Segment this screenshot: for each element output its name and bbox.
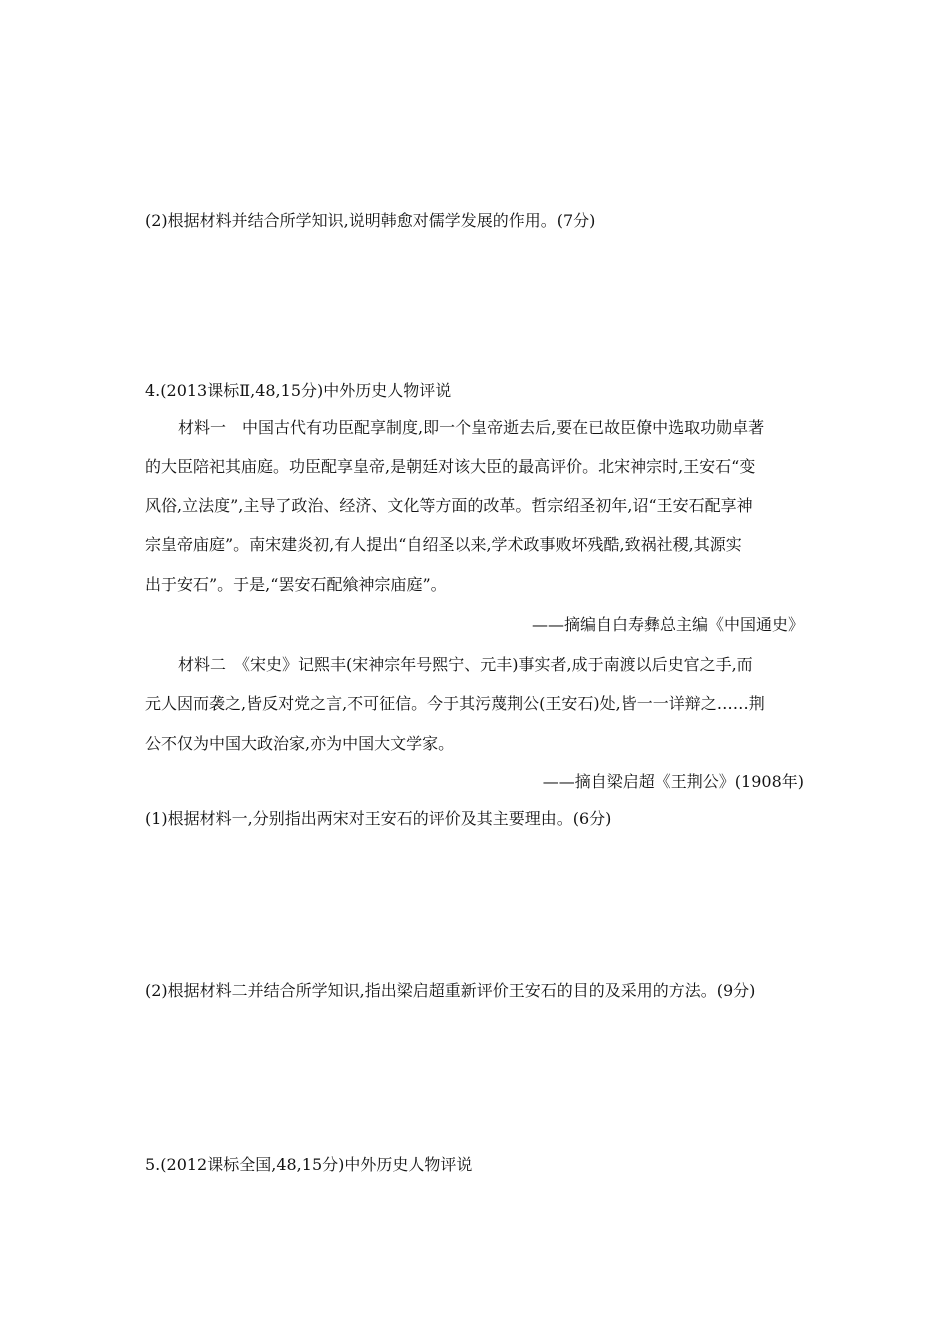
q4-material2-line: 公不仅为中国大政治家,亦为中国大文学家。 — [145, 734, 455, 753]
q5-heading: 5.(2012课标全国,48,15分)中外历史人物评说 — [145, 1155, 473, 1174]
q4-material1-line: 风俗,立法度”,主导了政治、经济、文化等方面的改革。哲宗绍圣初年,诏“王安石配享神 — [145, 496, 753, 515]
q4-material1-line: 宗皇帝庙庭”。南宋建炎初,有人提出“自绍圣以来,学术政事败坏残酷,致祸社稷,其源实 — [145, 535, 742, 554]
q4-material2-source: ——摘自梁启超《王荆公》(1908年) — [542, 772, 804, 791]
q4-part1-question: (1)根据材料一,分别指出两宋对王安石的评价及其主要理由。(6分) — [145, 809, 612, 828]
q3-part2-question: (2)根据材料并结合所学知识,说明韩愈对儒学发展的作用。(7分) — [145, 211, 596, 230]
q4-material2-line: 材料二 《宋史》记熙丰(宋神宗年号熙宁、元丰)事实者,成于南渡以后史官之手,而 — [178, 655, 753, 674]
q4-material1-line: 的大臣陪祀其庙庭。功臣配享皇帝,是朝廷对该大臣的最高评价。北宋神宗时,王安石“变 — [145, 457, 756, 476]
q4-material2-line: 元人因而袭之,皆反对党之言,不可征信。今于其污蔑荆公(王安石)处,皆一一详辩之……荆 — [145, 694, 765, 713]
q4-material1-source: ——摘编自白寿彝总主编《中国通史》 — [531, 615, 804, 634]
q4-material1-line: 出于安石”。于是,“罢安石配飨神宗庙庭”。 — [145, 575, 447, 594]
q4-material1-line: 材料一 中国古代有功臣配享制度,即一个皇帝逝去后,要在已故臣僚中选取功勋卓著 — [178, 418, 765, 437]
q4-heading: 4.(2013课标Ⅱ,48,15分)中外历史人物评说 — [145, 381, 452, 400]
q4-part2-question: (2)根据材料二并结合所学知识,指出梁启超重新评价王安石的目的及采用的方法。(9分) — [145, 981, 756, 1000]
